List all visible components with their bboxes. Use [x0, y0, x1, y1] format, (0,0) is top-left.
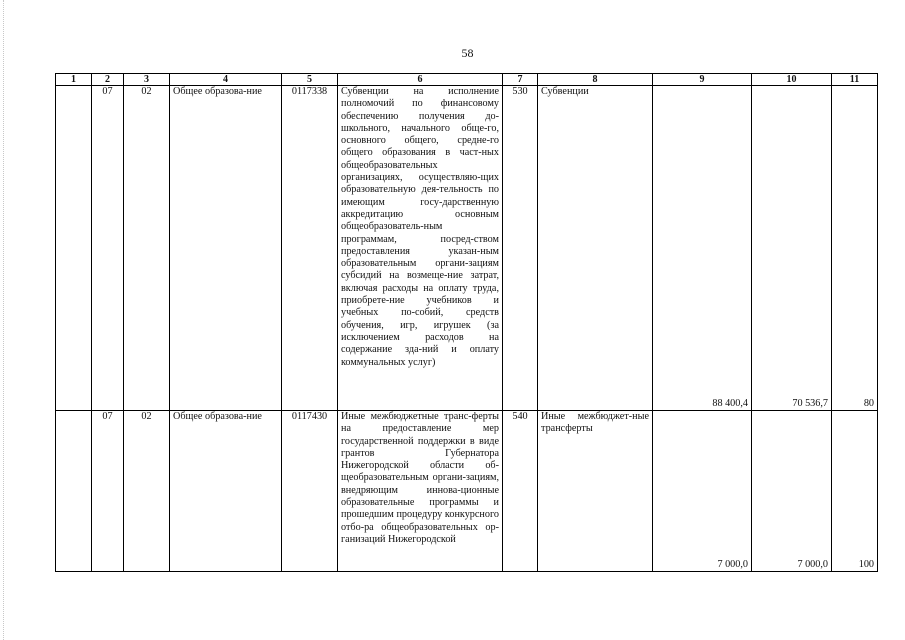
header-col-8: 8	[538, 74, 653, 86]
cell-amount-1: 88 400,4	[653, 86, 752, 411]
header-col-3: 3	[124, 74, 170, 86]
header-col-6: 6	[338, 74, 503, 86]
cell-expense-type-code: 530	[503, 86, 538, 411]
cell-col-1	[56, 86, 92, 411]
cell-amount-1: 7 000,0	[653, 411, 752, 572]
page-number: 58	[461, 46, 474, 60]
cell-subsection-name: Общее образова-ние	[170, 86, 282, 411]
header-col-4: 4	[170, 74, 282, 86]
header-col-10: 10	[752, 74, 832, 86]
cell-subsection-code: 02	[124, 86, 170, 411]
cell-amount-2: 7 000,0	[752, 411, 832, 572]
cell-percent: 80	[832, 86, 878, 411]
cell-section-code: 07	[92, 411, 124, 572]
cell-target-code: 0117338	[282, 86, 338, 411]
header-col-7: 7	[503, 74, 538, 86]
cell-section-code: 07	[92, 86, 124, 411]
header-col-9: 9	[653, 74, 752, 86]
cell-expense-type-code: 540	[503, 411, 538, 572]
header-col-11: 11	[832, 74, 878, 86]
table-row	[56, 411, 878, 572]
header-col-5: 5	[282, 74, 338, 86]
header-col-1: 1	[56, 74, 92, 86]
table-row	[56, 86, 878, 411]
header-col-2: 2	[92, 74, 124, 86]
cell-percent: 100	[832, 411, 878, 572]
header-row	[56, 74, 878, 86]
cell-expense-type-name: Субвенции	[538, 86, 653, 411]
cell-target-name: Субвенции на исполнение полномочий по финансовому обеспечению получения до-школьного, начального обще-го, основного общего, средне-го общего образования в част-ных общеобразовательных организациях, осуществляю-щих образовательную дея-тельность по имеющим госу-дарственную аккредитацию основным общеобразователь-ным программам, посред-ством предоставления указан-ным образовательным органи-зациям субсидий на возмеще-ние затрат, включая расходы на оплату труда, приобрете-ние учебников и учебных по-собий, средств обучения, игр, игрушек (за исключением расходов на содержание зда-ний и оплату коммунальных услуг)	[338, 86, 503, 411]
scan-edge-line	[3, 0, 5, 640]
cell-subsection-name: Общее образова-ние	[170, 411, 282, 572]
cell-target-code: 0117430	[282, 411, 338, 572]
cell-expense-type-name: Иные межбюджет-ные трансферты	[538, 411, 653, 572]
budget-table	[55, 73, 878, 572]
cell-subsection-code: 02	[124, 411, 170, 572]
cell-amount-2: 70 536,7	[752, 86, 832, 411]
cell-target-name: Иные межбюджетные транс-ферты на предоставление мер государственной поддержки в виде грантов Губернатора Нижегородской области об-щеобразовательным органи-зациям, внедряющим иннова-ционные образовательные программы и прошедшим процедуру конкурсного отбо-ра общеобразовательных ор-ганизаций Нижегородской	[338, 411, 503, 572]
cell-col-1	[56, 411, 92, 572]
